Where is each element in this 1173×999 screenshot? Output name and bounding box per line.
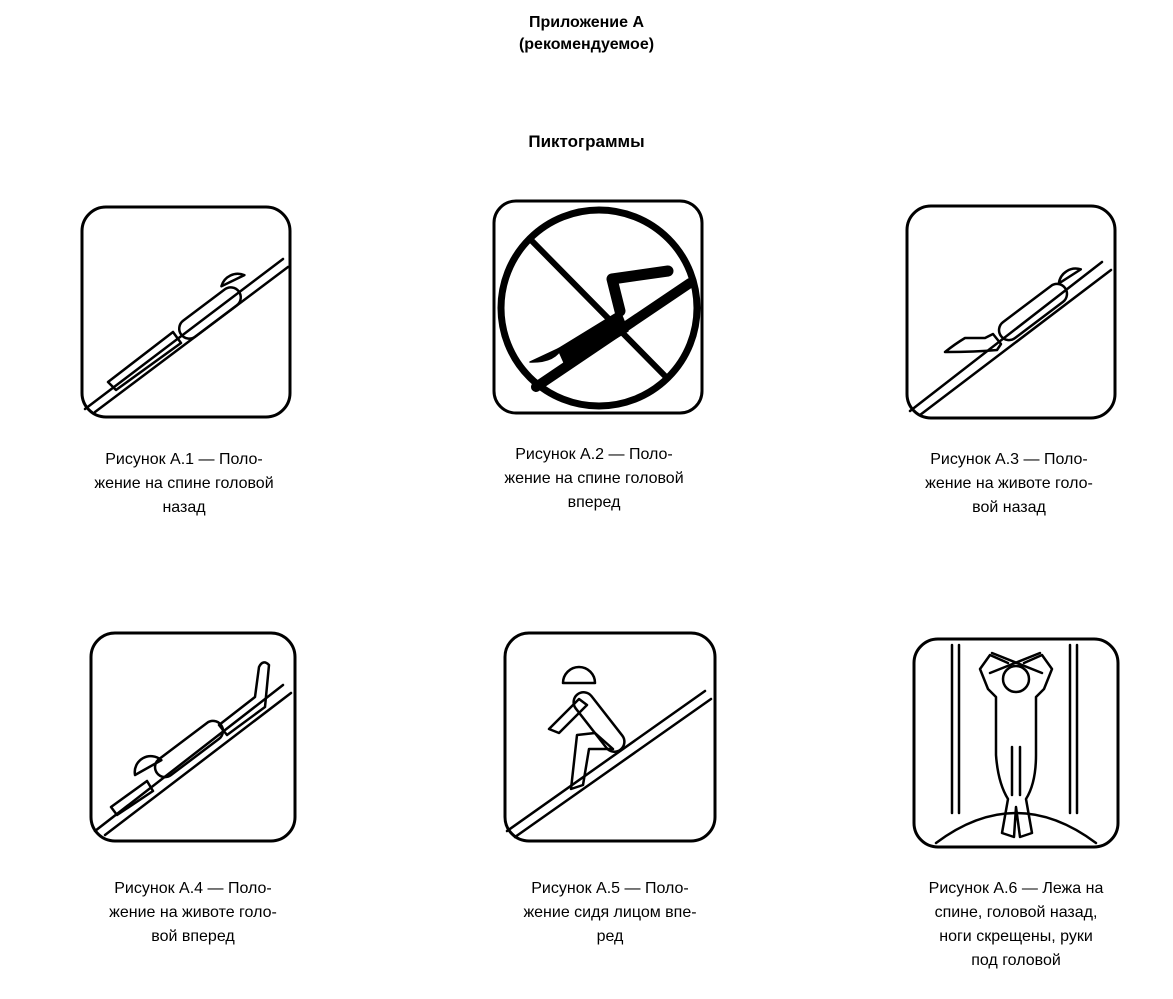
caption-line: жение на животе голо- [109, 904, 277, 921]
caption-line: вой вперед [151, 928, 235, 945]
caption-line: ноги скрещены, руки [939, 928, 1093, 945]
figure-a6 [912, 637, 1120, 849]
figure-a5 [503, 631, 717, 843]
caption-line: жение на спине головой [504, 470, 684, 487]
sitting-facing-forward-icon [503, 631, 717, 843]
caption-line: Рисунок А.6 — Лежа на [928, 880, 1104, 897]
caption-line: Рисунок А.3 — Поло- [930, 451, 1088, 468]
caption-a1 [68, 448, 300, 520]
section-title: Пиктограммы [528, 132, 645, 151]
annex-title: Приложение А [528, 14, 645, 31]
prohibited-lying-on-back-head-forward-icon [492, 199, 706, 417]
annex-subtitle: (рекомендуемое) [518, 36, 655, 53]
caption-line: жение на спине головой [94, 475, 274, 492]
figure-a4 [89, 631, 297, 843]
caption-line: Рисунок А.2 — Поло- [515, 446, 673, 463]
lying-on-back-legs-crossed-arms-under-head-icon [912, 637, 1120, 849]
caption-line: Рисунок А.4 — Поло- [114, 880, 272, 897]
caption-a2 [478, 443, 710, 515]
caption-line: ред [596, 928, 624, 945]
caption-line: под головой [971, 952, 1061, 969]
caption-a4 [77, 877, 309, 949]
caption-line: назад [162, 499, 206, 516]
caption-a3 [893, 448, 1125, 520]
caption-a6 [900, 877, 1132, 973]
caption-line: вперед [567, 494, 621, 511]
caption-line: Рисунок А.5 — Поло- [531, 880, 689, 897]
lying-on-stomach-head-back-icon [905, 204, 1117, 420]
figure-a3 [905, 204, 1117, 420]
figure-a1 [80, 205, 292, 419]
caption-line: жение на животе голо- [925, 475, 1093, 492]
lying-on-back-head-back-icon [80, 205, 292, 419]
caption-a5 [494, 877, 726, 949]
caption-line: жение сидя лицом впе- [523, 904, 697, 921]
caption-line: спине, головой назад, [934, 904, 1098, 921]
caption-line: вой назад [972, 499, 1046, 516]
figure-a2 [492, 199, 706, 417]
caption-line: Рисунок А.1 — Поло- [105, 451, 263, 468]
lying-on-stomach-head-forward-icon [89, 631, 297, 843]
